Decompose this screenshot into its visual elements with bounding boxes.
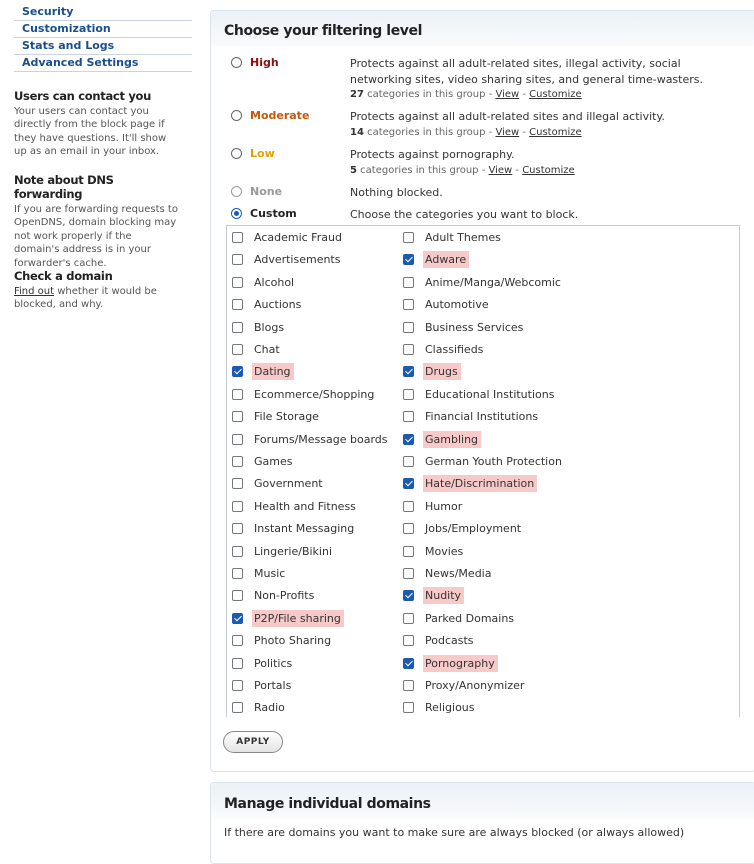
nav-item-stats-and-logs[interactable] [14, 38, 192, 55]
dns-forwarding-block [14, 173, 180, 270]
category-checkbox[interactable] [403, 658, 414, 669]
category-label[interactable]: Forums/Message boards [254, 432, 388, 446]
category-checkbox[interactable] [403, 590, 414, 601]
domains-panel [210, 782, 754, 864]
category-label[interactable]: Proxy/Anonymizer [425, 679, 525, 692]
category-label[interactable]: Gambling [423, 431, 481, 448]
level-meta [350, 125, 710, 141]
level-meta [350, 163, 710, 179]
users-contact-block [14, 89, 180, 159]
category-label[interactable]: Academic Fraud [254, 231, 342, 244]
category-checkbox[interactable] [232, 658, 243, 669]
category-label[interactable]: Anime/Manga/Webcomic [425, 275, 561, 289]
category-label[interactable]: Jobs/Employment [425, 522, 522, 536]
category-checkbox[interactable] [403, 389, 414, 400]
settings-nav [14, 4, 192, 72]
category-label[interactable]: Health and Fitness [254, 499, 356, 513]
level-description-block [350, 147, 710, 178]
apply-button[interactable]: APPLY [223, 731, 283, 753]
check-domain-title: Check a domain [14, 269, 113, 283]
category-checkbox[interactable] [403, 277, 414, 288]
dns-forwarding-title: Note about DNS forwarding [14, 173, 114, 201]
category-label[interactable]: Business Services [425, 320, 524, 334]
customize-link[interactable]: Customize [529, 89, 582, 100]
category-checkbox[interactable] [403, 434, 414, 445]
level-count-text: categories in this group - [360, 164, 486, 176]
link-separator: - [512, 164, 523, 176]
category-label[interactable]: Auctions [254, 298, 302, 312]
category-label[interactable]: Music [254, 567, 286, 580]
check-domain-desc: whether it would be blocked, and why. [14, 286, 157, 311]
level-description-block [350, 109, 710, 140]
category-label[interactable]: Parked Domains [425, 611, 515, 625]
link-separator: - [519, 89, 530, 100]
category-checkbox[interactable] [232, 344, 243, 355]
level-count-text: categories in this group - [367, 126, 493, 138]
check-domain-text [14, 285, 180, 312]
category-label[interactable]: Humor [425, 499, 463, 513]
nav-item-advanced-settings[interactable] [14, 55, 192, 72]
category-label[interactable]: Religious [425, 701, 475, 715]
nav-item-label[interactable]: Customization [22, 22, 111, 35]
category-checkbox[interactable] [232, 680, 243, 691]
category-label[interactable]: Non-Profits [254, 589, 315, 603]
category-label[interactable]: Games [254, 455, 293, 468]
category-label[interactable]: Pornography [423, 655, 498, 672]
domains-title: Manage individual domains [224, 796, 431, 812]
category-checkbox[interactable] [403, 254, 414, 265]
category-checkbox[interactable] [232, 411, 243, 422]
level-name[interactable]: Moderate [250, 109, 310, 122]
category-checkbox[interactable] [403, 322, 414, 333]
category-checkbox[interactable] [403, 456, 414, 467]
category-checkbox[interactable] [232, 590, 243, 601]
category-checkbox[interactable] [232, 456, 243, 467]
domains-intro-text: If there are domains you want to make sure are always blocked (or always allowed) [224, 826, 685, 839]
category-checkbox[interactable] [403, 523, 414, 534]
category-checkbox[interactable] [232, 299, 243, 310]
view-link[interactable]: View [495, 126, 520, 138]
category-label[interactable]: Hate/Discrimination [423, 475, 537, 492]
nav-item-label[interactable]: Stats and Logs [22, 39, 115, 52]
level-description-block [350, 207, 710, 223]
category-label[interactable]: Movies [425, 544, 464, 558]
level-radio-high[interactable] [231, 57, 242, 68]
category-checkbox[interactable] [403, 299, 414, 310]
category-label[interactable]: Instant Messaging [254, 522, 355, 536]
customize-link[interactable]: Customize [522, 164, 575, 176]
category-checkbox[interactable] [403, 635, 414, 646]
category-label[interactable]: Alcohol [254, 275, 295, 289]
category-label[interactable]: Adult Themes [425, 231, 501, 244]
category-label[interactable]: Chat [254, 343, 280, 356]
customize-link[interactable]: Customize [529, 126, 582, 138]
category-label[interactable]: P2P/File sharing [252, 610, 344, 627]
category-checkbox[interactable] [403, 546, 414, 557]
category-checkbox[interactable] [403, 411, 414, 422]
level-radio-none[interactable] [231, 186, 242, 197]
category-checkbox[interactable] [232, 478, 243, 489]
level-description: Protects against pornography. [350, 148, 515, 161]
category-label[interactable]: Drugs [423, 363, 461, 380]
category-checkbox[interactable] [232, 546, 243, 557]
category-checkbox[interactable] [403, 680, 414, 691]
level-count-text: categories in this group - [367, 89, 493, 100]
level-category-count: 27 [350, 89, 364, 100]
category-label[interactable]: Photo Sharing [254, 634, 332, 648]
category-label[interactable]: Advertisements [254, 253, 341, 267]
users-contact-text: Your users can contact you directly from the block page if they have questions. It'll show up as an email in your inbox. [14, 106, 167, 158]
category-label[interactable]: Blogs [254, 320, 285, 334]
view-link[interactable]: View [495, 89, 520, 100]
level-name[interactable]: None [250, 185, 283, 198]
level-name[interactable]: Custom [250, 207, 297, 220]
nav-item-label[interactable]: Advanced Settings [22, 56, 139, 69]
dns-forwarding-text: If you are forwarding requests to OpenDNS, domain blocking may not work properly if the domain's address is in your forwarder's cache. [14, 204, 178, 269]
category-checkbox[interactable] [403, 366, 414, 377]
category-checkbox[interactable] [232, 254, 243, 265]
category-label[interactable]: Portals [254, 679, 292, 692]
level-name[interactable]: Low [250, 147, 275, 160]
find-out-link[interactable]: Find out [14, 286, 55, 297]
category-label[interactable]: Podcasts [425, 634, 474, 648]
level-description-block [350, 185, 710, 201]
category-label[interactable]: Educational Institutions [425, 387, 555, 401]
category-checkbox[interactable] [232, 232, 243, 243]
category-label[interactable]: German Youth Protection [425, 455, 562, 468]
category-label[interactable]: Lingerie/Bikini [254, 544, 333, 558]
category-label[interactable]: Politics [254, 656, 293, 670]
filtering-title: Choose your filtering level [224, 23, 423, 39]
category-checkbox[interactable] [403, 613, 414, 624]
category-label[interactable]: Radio [254, 701, 285, 715]
category-checkbox[interactable] [232, 366, 243, 377]
level-radio-low[interactable] [231, 148, 242, 159]
level-description: Protects against all adult-related sites and illegal activity. [350, 110, 665, 123]
category-label[interactable]: Ecommerce/Shopping [254, 387, 375, 401]
category-checkbox[interactable] [232, 501, 243, 512]
nav-item-customization[interactable] [14, 21, 192, 38]
nav-item-label[interactable]: Security [22, 5, 74, 18]
category-checkbox[interactable] [232, 702, 243, 713]
category-checkbox[interactable] [232, 613, 243, 624]
category-checkbox[interactable] [232, 277, 243, 288]
category-checkbox[interactable] [232, 434, 243, 445]
check-domain-block [14, 269, 180, 312]
category-checkbox[interactable] [403, 232, 414, 243]
category-checkbox[interactable] [232, 568, 243, 579]
category-label[interactable]: Nudity [423, 587, 464, 604]
level-description: Nothing blocked. [350, 186, 443, 199]
category-label[interactable]: Automotive [425, 298, 489, 312]
category-label[interactable]: Government [254, 477, 323, 491]
category-checkbox[interactable] [403, 702, 414, 713]
category-list [226, 225, 740, 717]
category-label[interactable]: Dating [252, 363, 294, 380]
category-checkbox[interactable] [403, 478, 414, 489]
category-checkbox[interactable] [232, 322, 243, 333]
view-link[interactable]: View [488, 164, 513, 176]
category-label[interactable]: Classifieds [425, 343, 484, 356]
nav-item-security[interactable] [14, 4, 192, 21]
category-checkbox[interactable] [232, 635, 243, 646]
category-label[interactable]: Financial Institutions [425, 410, 539, 424]
category-label[interactable]: News/Media [425, 567, 492, 580]
level-name[interactable]: High [250, 56, 279, 69]
link-separator: - [519, 126, 530, 138]
category-label[interactable]: Adware [423, 251, 469, 268]
category-label[interactable]: File Storage [254, 410, 319, 424]
category-checkbox[interactable] [403, 501, 414, 512]
level-meta [350, 87, 710, 103]
level-category-count: 5 [350, 164, 357, 176]
users-contact-title: Users can contact you [14, 89, 152, 103]
level-description: Choose the categories you want to block. [350, 208, 579, 221]
category-checkbox[interactable] [403, 344, 414, 355]
category-checkbox[interactable] [232, 389, 243, 400]
level-description: Protects against all adult-related sites, illegal activity, social networking sites, video sharing sites, and general time-wasters. [350, 57, 703, 86]
category-checkbox[interactable] [232, 523, 243, 534]
category-checkbox[interactable] [403, 568, 414, 579]
level-radio-custom[interactable] [231, 208, 242, 219]
level-description-block [350, 56, 710, 103]
level-radio-moderate[interactable] [231, 110, 242, 121]
level-category-count: 14 [350, 126, 364, 138]
